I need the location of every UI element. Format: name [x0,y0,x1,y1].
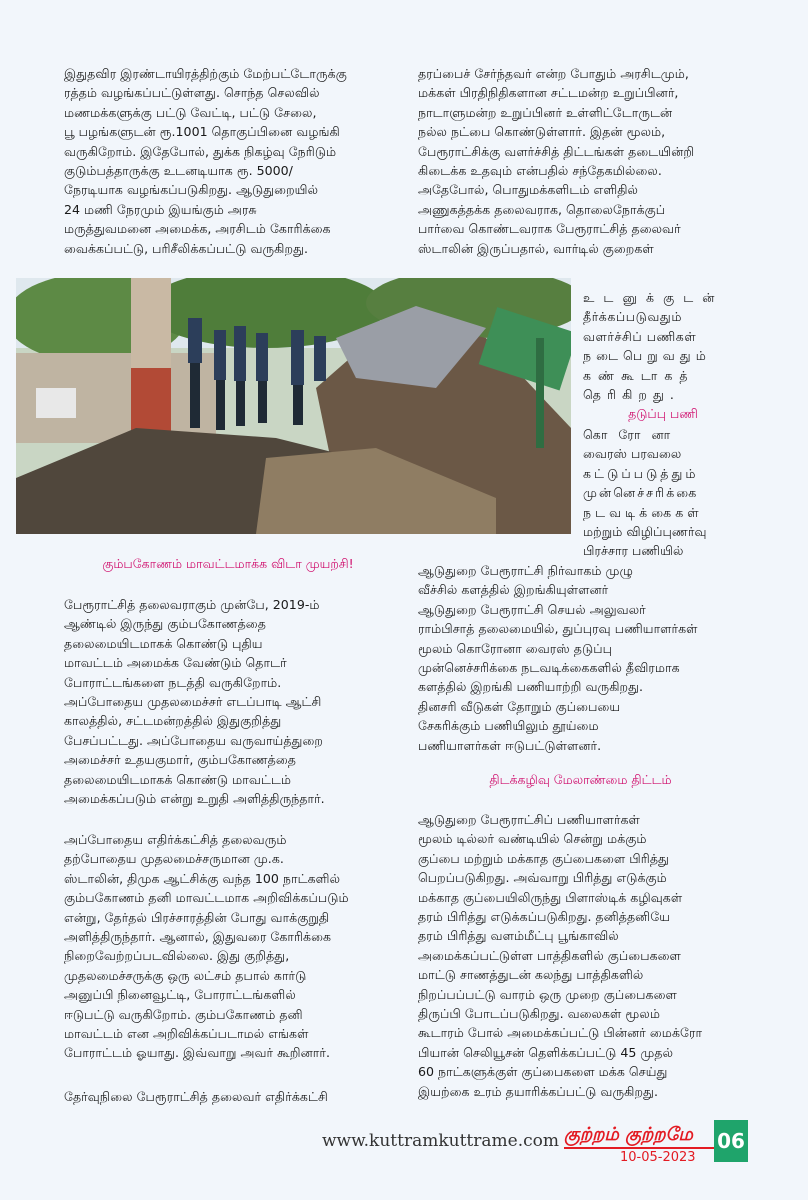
text-line: பார்வை கொண்டவராக பேரூராட்சித் தலைவர் [418,221,681,237]
text-line: நிறப்பப்பட்டு வாரம் ஒரு முறை குப்பைகளை [418,986,677,1002]
text-line: ஈடுபட்டு வருகிறோம். கும்பகோணம் தனி [64,1006,303,1022]
text-line: பூ பழங்களுடன் ரூ.1001 தொகுப்பினை வழங்கி [64,124,340,140]
text-line: அளித்திருந்தார். ஆனால், இதுவரை கோரிக்கை [64,929,332,945]
page-number-badge: 06 [714,1120,748,1162]
text-line: மாவட்டம் என அறிவிக்கப்படாமல் எங்கள் [64,1026,309,1042]
text-line: தேர்வுநிலை பேரூராட்சித் தலைவர் எதிர்க்கட்சி [64,1089,328,1104]
text-line: குப்பை மற்றும் மக்காத குப்பைகளை பிரித்து [418,850,669,866]
text-line: நிறைவேற்றப்படவில்லை. இது குறித்து, [64,948,290,964]
text-line: கட்டுப்படுத்தும் [583,465,699,481]
text-line: கொரோனா [583,427,682,442]
text-line: வைரஸ் பரவலை [583,446,682,462]
text-line: ஆடுதுறை பேரூராட்சிப் பணியாளர்கள் [418,812,640,827]
text-line: 60 நாட்களுக்குள் குப்பைகளை மக்க செய்து [418,1064,668,1080]
text-line: நேரடியாக வழங்கப்படுகிறது. ஆடுதுறையில் [64,182,319,198]
col1-paragraph-3 [64,1087,392,1106]
col2-mid-paragraph [418,561,743,755]
text-line: 24 மணி நேரமும் இயங்கும் அரசு [64,201,257,217]
photo-illustration [16,278,571,534]
text-line: அணுகத்தக்க தலைவராக, தொலைநோக்குப் [418,201,666,217]
text-line: தெரிகிறது. [583,387,680,403]
col2-bottom-paragraph [418,810,743,1101]
text-line: அப்போதைய முதலமைச்சர் எடப்பாடி ஆட்சி [64,694,322,710]
heading-tadupu-pani: தடுப்பு பணி [628,406,698,421]
text-line: மூலம் டில்லர் வண்டியில் சென்று மக்கும் [418,831,647,847]
text-line: உடனுக்குடன் [583,290,724,305]
text-line: இயற்கை உரம் தயாரிக்கப்பட்டு வருகிறது. [418,1083,658,1099]
text-line: பேரூராட்சித் தலைவராகும் முன்பே, 2019-ம் [64,597,320,612]
text-line: களத்தில் இறங்கி பணியாற்றி வருகிறது. [418,679,644,695]
text-line: ஆடுதுறை பேரூராட்சி நிர்வாகம் முழு [418,563,633,578]
text-line: கும்பகோணம் தனி மாவட்டமாக அறிவிக்கப்படும் [64,890,349,906]
text-line: அப்போதைய எதிர்க்கட்சித் தலைவரும் [64,832,287,847]
text-line: முன்னெச்சரிக்கை [583,485,699,501]
text-line: என்று, தேர்தல் பிரச்சாரத்தின் போது வாக்குறுதி [64,909,330,925]
text-line: தரப்பைச் சேர்ந்தவர் என்ற போதும் அரசிடமும், [418,66,689,81]
text-line: ராம்பிசாத் தலைமையில், துப்புரவு பணியாளர்கள் [418,621,698,637]
text-line: போராட்டம் ஓயாது. இவ்வாறு அவர் கூறினார். [64,1045,330,1061]
text-line: கண்கூடாகத் [583,367,695,383]
text-line: தலைமையிடமாகக் கொண்டு புதிய [64,635,263,651]
text-line: ஸ்டாலின் இருப்பதால், வார்டில் குறைகள் [418,240,654,256]
text-line: தினசரி வீடுகள் தோறும் குப்பையை [418,698,621,714]
text-line: வருகிறோம். இதேபோல், துக்க நிகழ்வு நேரிடும் [64,143,337,159]
text-line: முதலமைச்சருக்கு ஒரு லட்சம் தபால் கார்டு [64,967,307,983]
narrow-text-a [583,288,743,404]
text-line: ரத்தம் வழங்கப்பட்டுள்ளது. சொந்த செலவில் [64,85,320,101]
text-line: நாடாளுமன்ற உறுப்பினர் உள்ளிட்டோருடன் [418,104,673,120]
brand-logo-text: குற்றம் குற்றமே [564,1124,693,1145]
text-line: அமைக்கப்பட்டுள்ள பாத்திகளில் குப்பைகளை [418,947,681,963]
text-line: கூடாரம் போல் அமைக்கப்பட்டு பின்னர் மைக்ரோ [418,1025,703,1041]
text-line: பிரச்சார பணியில் [583,543,684,559]
narrow-text-b [583,425,743,561]
text-line: பேசப்பட்டது. அப்போதைய வருவாய்த்துறை [64,732,323,748]
text-line: குடும்பத்தாருக்கு உடனடியாக ரூ. 5000/ [64,163,293,179]
text-line: மற்றும் விழிப்புணர்வு [583,524,707,540]
heading-waste-management: திடக்கழிவு மேலாண்மை திட்டம் [489,772,672,787]
brand-underline [564,1147,714,1149]
col1-paragraph-2 [64,830,392,1063]
text-line: இதுதவிர இரண்டாயிரத்திற்கும் மேற்பட்டோருக்கு [64,66,347,81]
text-line: ஆண்டில் இருந்து கும்பகோணத்தை [64,616,266,632]
text-line: வளர்ச்சிப் பணிகள் [583,328,697,344]
text-line: பியான் செலியூசன் தெளிக்கப்பட்டு 45 முதல் [418,1044,674,1060]
col2-top-paragraph [418,64,743,258]
text-line: மூலம் கொரோனா வைரஸ் தடுப்பு [418,640,612,656]
text-line: நல்ல நட்பை கொண்டுள்ளார். இதன் மூலம், [418,124,666,140]
text-line: ஆடுதுறை பேரூராட்சி செயல் அலுவலர் [418,601,646,617]
text-line: திருப்பி போடப்படுகிறது. வலைகள் மூலம் [418,1006,660,1022]
text-line: தரம் பிரித்து எடுக்கப்படுகிறது. தனித்தனியே [418,909,670,925]
text-line: தற்போதைய முதலமைச்சருமான மு.க. [64,851,284,867]
text-line: வீச்சில் களத்தில் இறங்கியுள்ளனர் [418,582,609,598]
issue-date: 10-05-2023 [620,1150,696,1165]
footer-url[interactable]: www.kuttramkuttrame.com [322,1131,559,1151]
waste-yard-photo [16,278,571,534]
text-line: மக்காத குப்பையிலிருந்து பிளாஸ்டிக் கழிவுகள் [418,889,683,905]
text-line: சேகரிக்கும் பணியிலும் தூய்மை [418,718,599,734]
text-line: மருத்துவமனை அமைக்க, அரசிடம் கோரிக்கை [64,221,331,237]
text-line: நடவடிக்கைகள் [583,504,703,520]
text-line: அனுப்பி நினைவூட்டி, போராட்டங்களில் [64,987,296,1003]
text-line: பணியாளர்கள் ஈடுபட்டுள்ளனர். [418,737,602,753]
text-line: தலைமையிடமாகக் கொண்டு மாவட்டம் [64,771,292,787]
text-line: மாவட்டம் அமைக்க வேண்டும் தொடர் [64,655,287,671]
text-line: அமைக்கப்படும் என்று உறுதி அளித்திருந்தார். [64,791,325,807]
text-line: மக்கள் பிரதிநிதிகளான சட்டமன்ற உறுப்பினர், [418,85,679,101]
text-line: தரம் பிரித்து வளம்மீட்பு பூங்காவில் [418,928,619,944]
text-line: ஸ்டாலின், திமுக ஆட்சிக்கு வந்த 100 நாட்களில் [64,870,341,886]
text-line: மணமக்களுக்கு பட்டு வேட்டி, பட்டு சேலை, [64,104,317,120]
text-line: அமைச்சர் உதயகுமார், கும்பகோணத்தை [64,752,296,768]
text-line: முன்னெச்சரிக்கை நடவடிக்கைகளில் தீவிரமாக [418,660,680,676]
text-line: போராட்டங்களை நடத்தி வருகிறோம். [64,674,282,690]
text-line: நடைபெறுவதும் [583,348,711,364]
text-line: பேரூராட்சிக்கு வளர்ச்சித் திட்டங்கள் தடையின்றி [418,143,695,159]
heading-kumbakonam: கும்பகோணம் மாவட்டமாக்க விடா முயற்சி! [102,556,354,571]
text-line: பெறப்படுகிறது. அவ்வாறு பிரித்து எடுக்கும் [418,870,667,886]
col1-top-paragraph [64,64,392,258]
text-line: கிடைக்க உதவும் என்பதில் சந்தேகமில்லை. [418,163,662,179]
col1-paragraph-1 [64,595,392,808]
text-line: தீர்க்கப்படுவதும் [583,309,682,325]
text-line: அதேபோல், பொதுமக்களிடம் எளிதில் [418,182,639,198]
text-line: காலத்தில், சட்டமன்றத்தில் இதுகுறித்து [64,713,282,729]
text-line: மாட்டு சாணத்துடன் கலந்து பாத்திகளில் [418,967,644,983]
text-line: வைக்கப்பட்டு, பரிசீலிக்கப்பட்டு வருகிறது. [64,240,308,256]
